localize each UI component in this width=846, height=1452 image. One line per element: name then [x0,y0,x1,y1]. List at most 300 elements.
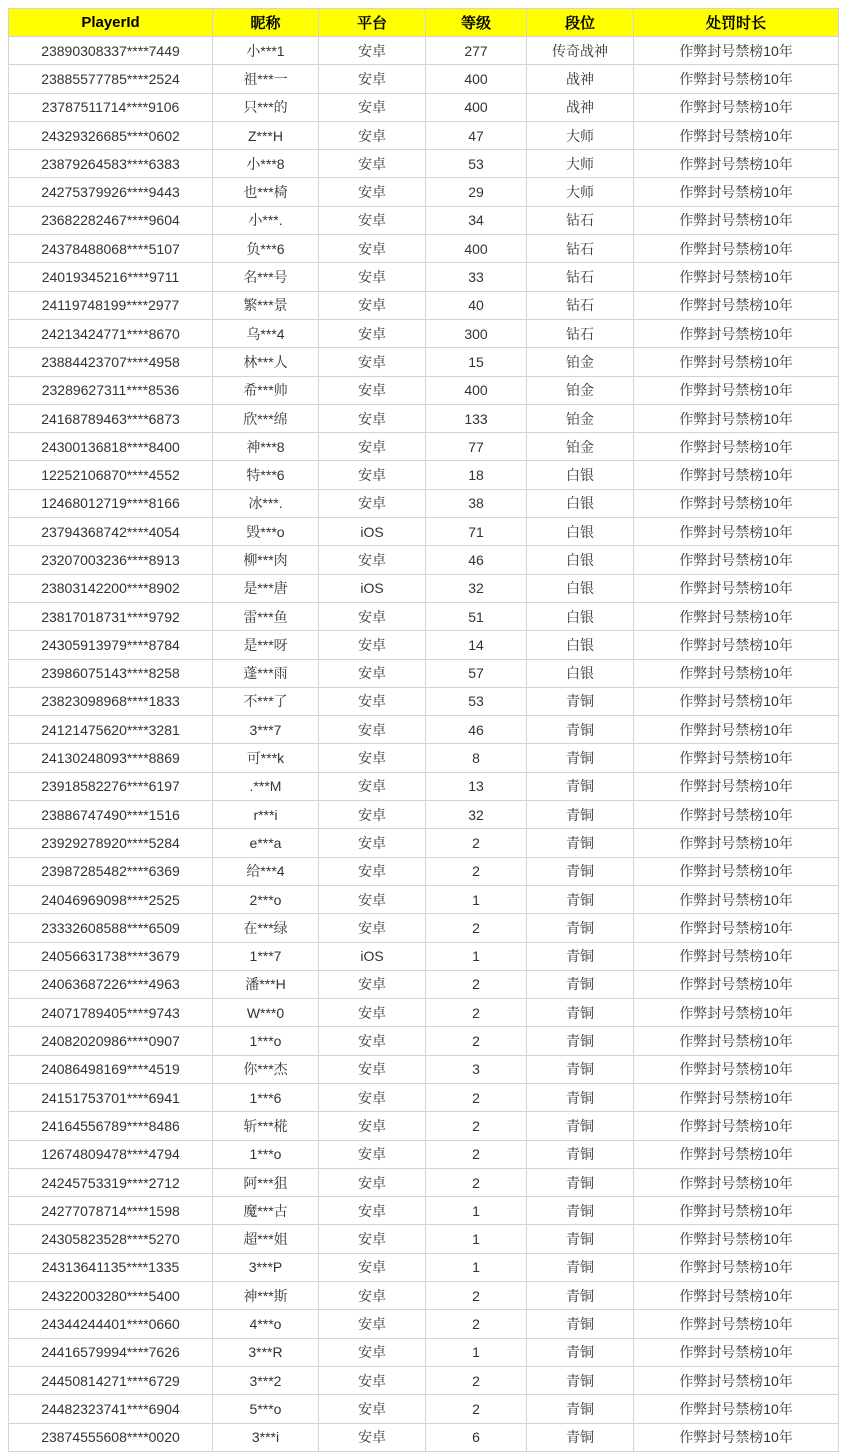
cell-rank: 青铜 [527,1282,634,1310]
table-row [9,1253,839,1281]
cell-punishment: 作弊封号禁榜10年 [634,1168,839,1196]
cell-playerid: 24213424771****8670 [9,319,213,347]
cell-playerid: 24305823528****5270 [9,1225,213,1253]
table-row [9,574,839,602]
cell-rank: 青铜 [527,687,634,715]
cell-playerid: 24322003280****5400 [9,1282,213,1310]
cell-nickname: 冰***. [213,489,319,517]
cell-playerid: 24277078714****1598 [9,1197,213,1225]
cell-playerid: 23929278920****5284 [9,829,213,857]
cell-level: 38 [426,489,527,517]
table-row [9,1310,839,1338]
cell-punishment: 作弊封号禁榜10年 [634,1197,839,1225]
cell-nickname: 毁***o [213,518,319,546]
cell-level: 1 [426,885,527,913]
cell-playerid: 23823098968****1833 [9,687,213,715]
cell-punishment: 作弊封号禁榜10年 [634,1027,839,1055]
cell-rank: 青铜 [527,1083,634,1111]
cell-punishment: 作弊封号禁榜10年 [634,857,839,885]
cell-platform: 安卓 [319,1027,426,1055]
cell-rank: 青铜 [527,716,634,744]
cell-level: 2 [426,1366,527,1394]
table-row [9,999,839,1027]
cell-platform: 安卓 [319,348,426,376]
cell-nickname: 3***i [213,1423,319,1451]
cell-punishment: 作弊封号禁榜10年 [634,433,839,461]
cell-platform: 安卓 [319,914,426,942]
cell-platform: 安卓 [319,885,426,913]
cell-nickname: 神***斯 [213,1282,319,1310]
table-row [9,801,839,829]
cell-playerid: 24300136818****8400 [9,433,213,461]
cell-rank: 青铜 [527,1112,634,1140]
cell-playerid: 12468012719****8166 [9,489,213,517]
cell-level: 3 [426,1055,527,1083]
cell-platform: iOS [319,942,426,970]
cell-nickname: 不***了 [213,687,319,715]
cell-rank: 大师 [527,150,634,178]
cell-rank: 青铜 [527,1253,634,1281]
cell-platform: 安卓 [319,857,426,885]
cell-rank: 青铜 [527,1197,634,1225]
cell-platform: 安卓 [319,772,426,800]
table-row [9,319,839,347]
cell-level: 15 [426,348,527,376]
cell-playerid: 12252106870****4552 [9,461,213,489]
cell-level: 33 [426,263,527,291]
cell-playerid: 23207003236****8913 [9,546,213,574]
cell-punishment: 作弊封号禁榜10年 [634,1395,839,1423]
cell-rank: 白银 [527,574,634,602]
cell-platform: 安卓 [319,602,426,630]
cell-playerid: 24313641135****1335 [9,1253,213,1281]
cell-rank: 青铜 [527,1423,634,1451]
table-row [9,178,839,206]
cell-platform: 安卓 [319,1197,426,1225]
cell-punishment: 作弊封号禁榜10年 [634,37,839,65]
cell-platform: 安卓 [319,489,426,517]
cell-playerid: 23918582276****6197 [9,772,213,800]
cell-level: 2 [426,970,527,998]
cell-nickname: 3***P [213,1253,319,1281]
cell-punishment: 作弊封号禁榜10年 [634,546,839,574]
cell-level: 1 [426,942,527,970]
cell-playerid: 23986075143****8258 [9,659,213,687]
cell-playerid: 24086498169****4519 [9,1055,213,1083]
cell-playerid: 24329326685****0602 [9,121,213,149]
cell-nickname: 柳***肉 [213,546,319,574]
cell-rank: 大师 [527,178,634,206]
cell-rank: 青铜 [527,999,634,1027]
cell-punishment: 作弊封号禁榜10年 [634,1423,839,1451]
cell-punishment: 作弊封号禁榜10年 [634,687,839,715]
cell-platform: 安卓 [319,829,426,857]
table-row [9,857,839,885]
cell-platform: 安卓 [319,291,426,319]
cell-rank: 青铜 [527,1140,634,1168]
cell-nickname: 是***唐 [213,574,319,602]
cell-punishment: 作弊封号禁榜10年 [634,178,839,206]
cell-nickname: 是***呀 [213,631,319,659]
cell-playerid: 24071789405****9743 [9,999,213,1027]
table-row [9,1140,839,1168]
cell-level: 46 [426,546,527,574]
cell-playerid: 24063687226****4963 [9,970,213,998]
cell-punishment: 作弊封号禁榜10年 [634,772,839,800]
cell-punishment: 作弊封号禁榜10年 [634,1253,839,1281]
cell-level: 29 [426,178,527,206]
punishment-table [8,8,839,1452]
cell-rank: 钻石 [527,319,634,347]
table-row [9,772,839,800]
table-row [9,348,839,376]
cell-level: 40 [426,291,527,319]
cell-platform: 安卓 [319,404,426,432]
cell-level: 6 [426,1423,527,1451]
cell-nickname: 给***4 [213,857,319,885]
cell-nickname: 小***8 [213,150,319,178]
cell-punishment: 作弊封号禁榜10年 [634,65,839,93]
cell-platform: 安卓 [319,1140,426,1168]
cell-nickname: 负***6 [213,235,319,263]
cell-punishment: 作弊封号禁榜10年 [634,1310,839,1338]
cell-level: 1 [426,1225,527,1253]
cell-nickname: W***0 [213,999,319,1027]
cell-nickname: 1***o [213,1027,319,1055]
cell-rank: 大师 [527,121,634,149]
cell-rank: 青铜 [527,1027,634,1055]
cell-platform: 安卓 [319,1310,426,1338]
cell-rank: 青铜 [527,1310,634,1338]
column-header-rank: 段位 [527,9,634,37]
cell-level: 133 [426,404,527,432]
cell-rank: 青铜 [527,1168,634,1196]
cell-nickname: 1***6 [213,1083,319,1111]
cell-rank: 白银 [527,461,634,489]
cell-platform: 安卓 [319,1112,426,1140]
cell-nickname: 魔***古 [213,1197,319,1225]
cell-punishment: 作弊封号禁榜10年 [634,206,839,234]
cell-playerid: 24121475620****3281 [9,716,213,744]
cell-punishment: 作弊封号禁榜10年 [634,631,839,659]
cell-playerid: 23987285482****6369 [9,857,213,885]
cell-punishment: 作弊封号禁榜10年 [634,1225,839,1253]
cell-level: 300 [426,319,527,347]
table-row [9,1282,839,1310]
cell-level: 2 [426,999,527,1027]
cell-level: 18 [426,461,527,489]
cell-platform: 安卓 [319,744,426,772]
cell-nickname: Z***H [213,121,319,149]
cell-punishment: 作弊封号禁榜10年 [634,461,839,489]
cell-level: 2 [426,1310,527,1338]
cell-level: 14 [426,631,527,659]
header-row [9,9,839,37]
cell-platform: 安卓 [319,319,426,347]
cell-nickname: 希***帅 [213,376,319,404]
cell-platform: 安卓 [319,1282,426,1310]
cell-platform: 安卓 [319,631,426,659]
table-row [9,263,839,291]
cell-level: 2 [426,1282,527,1310]
cell-rank: 白银 [527,602,634,630]
cell-punishment: 作弊封号禁榜10年 [634,1366,839,1394]
cell-nickname: 超***姐 [213,1225,319,1253]
table-row [9,687,839,715]
cell-platform: 安卓 [319,546,426,574]
cell-playerid: 24344244401****0660 [9,1310,213,1338]
cell-rank: 青铜 [527,772,634,800]
table-row [9,93,839,121]
table-row [9,291,839,319]
cell-platform: 安卓 [319,461,426,489]
cell-level: 1 [426,1197,527,1225]
cell-platform: 安卓 [319,1253,426,1281]
cell-playerid: 23817018731****9792 [9,602,213,630]
cell-level: 71 [426,518,527,546]
table-row [9,602,839,630]
cell-nickname: 小***1 [213,37,319,65]
cell-level: 53 [426,687,527,715]
cell-platform: 安卓 [319,716,426,744]
cell-playerid: 24056631738****3679 [9,942,213,970]
cell-playerid: 23682282467****9604 [9,206,213,234]
cell-platform: 安卓 [319,65,426,93]
column-header-nickname: 昵称 [213,9,319,37]
cell-rank: 战神 [527,65,634,93]
cell-platform: 安卓 [319,801,426,829]
cell-rank: 战神 [527,93,634,121]
cell-nickname: e***a [213,829,319,857]
cell-rank: 青铜 [527,1225,634,1253]
cell-platform: 安卓 [319,999,426,1027]
cell-playerid: 24275379926****9443 [9,178,213,206]
cell-rank: 传奇战神 [527,37,634,65]
cell-playerid: 23289627311****8536 [9,376,213,404]
cell-punishment: 作弊封号禁榜10年 [634,1282,839,1310]
cell-level: 2 [426,1140,527,1168]
cell-playerid: 24119748199****2977 [9,291,213,319]
cell-nickname: 3***R [213,1338,319,1366]
cell-platform: 安卓 [319,970,426,998]
cell-nickname: 4***o [213,1310,319,1338]
cell-playerid: 24168789463****6873 [9,404,213,432]
cell-playerid: 24450814271****6729 [9,1366,213,1394]
column-header-level: 等级 [426,9,527,37]
cell-punishment: 作弊封号禁榜10年 [634,744,839,772]
cell-nickname: 名***号 [213,263,319,291]
cell-nickname: 3***2 [213,1366,319,1394]
cell-punishment: 作弊封号禁榜10年 [634,1140,839,1168]
cell-level: 51 [426,602,527,630]
cell-platform: 安卓 [319,37,426,65]
cell-level: 53 [426,150,527,178]
cell-platform: 安卓 [319,1055,426,1083]
cell-rank: 铂金 [527,376,634,404]
table-row [9,1083,839,1111]
cell-playerid: 23890308337****7449 [9,37,213,65]
table-row [9,942,839,970]
table-row [9,546,839,574]
cell-nickname: 繁***景 [213,291,319,319]
cell-playerid: 23874555608****0020 [9,1423,213,1451]
cell-nickname: 3***7 [213,716,319,744]
cell-punishment: 作弊封号禁榜10年 [634,93,839,121]
cell-punishment: 作弊封号禁榜10年 [634,404,839,432]
cell-rank: 白银 [527,631,634,659]
table-row [9,433,839,461]
cell-nickname: 雷***鱼 [213,602,319,630]
cell-punishment: 作弊封号禁榜10年 [634,348,839,376]
cell-nickname: 特***6 [213,461,319,489]
table-row [9,206,839,234]
cell-platform: 安卓 [319,235,426,263]
cell-punishment: 作弊封号禁榜10年 [634,999,839,1027]
cell-platform: 安卓 [319,1083,426,1111]
cell-punishment: 作弊封号禁榜10年 [634,1112,839,1140]
cell-punishment: 作弊封号禁榜10年 [634,914,839,942]
cell-platform: 安卓 [319,376,426,404]
table-row [9,885,839,913]
cell-level: 1 [426,1338,527,1366]
cell-punishment: 作弊封号禁榜10年 [634,574,839,602]
cell-playerid: 24130248093****8869 [9,744,213,772]
cell-platform: 安卓 [319,121,426,149]
table-row [9,1225,839,1253]
cell-rank: 钻石 [527,206,634,234]
cell-punishment: 作弊封号禁榜10年 [634,942,839,970]
cell-level: 77 [426,433,527,461]
table-row [9,1027,839,1055]
cell-playerid: 24378488068****5107 [9,235,213,263]
cell-nickname: r***i [213,801,319,829]
cell-rank: 白银 [527,489,634,517]
cell-platform: 安卓 [319,687,426,715]
cell-platform: 安卓 [319,93,426,121]
column-header-playerid: PlayerId [9,9,213,37]
cell-punishment: 作弊封号禁榜10年 [634,376,839,404]
cell-playerid: 23332608588****6509 [9,914,213,942]
table-body [9,37,839,1452]
cell-rank: 青铜 [527,1366,634,1394]
cell-platform: iOS [319,518,426,546]
table-row [9,1055,839,1083]
cell-playerid: 24046969098****2525 [9,885,213,913]
cell-nickname: 斩***椛 [213,1112,319,1140]
cell-nickname: 神***8 [213,433,319,461]
cell-rank: 青铜 [527,885,634,913]
table-row [9,744,839,772]
cell-platform: 安卓 [319,1168,426,1196]
cell-level: 1 [426,1253,527,1281]
table-row [9,235,839,263]
cell-platform: 安卓 [319,659,426,687]
cell-playerid: 23803142200****8902 [9,574,213,602]
cell-nickname: 2***o [213,885,319,913]
cell-playerid: 12674809478****4794 [9,1140,213,1168]
cell-nickname: 也***椅 [213,178,319,206]
cell-level: 57 [426,659,527,687]
table-row [9,829,839,857]
table-row [9,1112,839,1140]
cell-level: 2 [426,857,527,885]
cell-level: 400 [426,93,527,121]
cell-level: 46 [426,716,527,744]
cell-platform: 安卓 [319,263,426,291]
table-header [9,9,839,37]
cell-playerid: 23879264583****6383 [9,150,213,178]
cell-punishment: 作弊封号禁榜10年 [634,291,839,319]
cell-punishment: 作弊封号禁榜10年 [634,150,839,178]
cell-platform: 安卓 [319,433,426,461]
cell-punishment: 作弊封号禁榜10年 [634,885,839,913]
cell-platform: 安卓 [319,1366,426,1394]
cell-rank: 铂金 [527,433,634,461]
cell-nickname: 祖***一 [213,65,319,93]
cell-nickname: 你***杰 [213,1055,319,1083]
table-row [9,1423,839,1451]
cell-nickname: 乌***4 [213,319,319,347]
table-row [9,150,839,178]
table-row [9,518,839,546]
cell-level: 34 [426,206,527,234]
cell-platform: 安卓 [319,178,426,206]
cell-platform: 安卓 [319,1225,426,1253]
cell-level: 2 [426,1112,527,1140]
table-row [9,659,839,687]
cell-punishment: 作弊封号禁榜10年 [634,489,839,517]
cell-level: 13 [426,772,527,800]
cell-rank: 白银 [527,518,634,546]
cell-level: 32 [426,801,527,829]
cell-nickname: 可***k [213,744,319,772]
cell-playerid: 24245753319****2712 [9,1168,213,1196]
cell-punishment: 作弊封号禁榜10年 [634,121,839,149]
cell-platform: 安卓 [319,1423,426,1451]
cell-playerid: 23787511714****9106 [9,93,213,121]
cell-punishment: 作弊封号禁榜10年 [634,235,839,263]
cell-punishment: 作弊封号禁榜10年 [634,829,839,857]
cell-rank: 青铜 [527,1055,634,1083]
cell-nickname: 阿***狙 [213,1168,319,1196]
cell-nickname: 1***7 [213,942,319,970]
cell-rank: 钻石 [527,291,634,319]
cell-level: 32 [426,574,527,602]
cell-punishment: 作弊封号禁榜10年 [634,970,839,998]
cell-punishment: 作弊封号禁榜10年 [634,659,839,687]
table-row [9,1197,839,1225]
table-row [9,121,839,149]
cell-rank: 白银 [527,546,634,574]
cell-rank: 青铜 [527,1395,634,1423]
cell-punishment: 作弊封号禁榜10年 [634,518,839,546]
cell-punishment: 作弊封号禁榜10年 [634,1338,839,1366]
table-row [9,1338,839,1366]
cell-rank: 铂金 [527,404,634,432]
cell-playerid: 23884423707****4958 [9,348,213,376]
cell-punishment: 作弊封号禁榜10年 [634,1083,839,1111]
cell-level: 2 [426,1395,527,1423]
cell-platform: 安卓 [319,1395,426,1423]
table-row [9,631,839,659]
cell-nickname: 小***. [213,206,319,234]
cell-level: 2 [426,829,527,857]
cell-playerid: 24416579994****7626 [9,1338,213,1366]
cell-rank: 青铜 [527,970,634,998]
cell-level: 2 [426,1083,527,1111]
cell-platform: 安卓 [319,1338,426,1366]
cell-rank: 青铜 [527,914,634,942]
